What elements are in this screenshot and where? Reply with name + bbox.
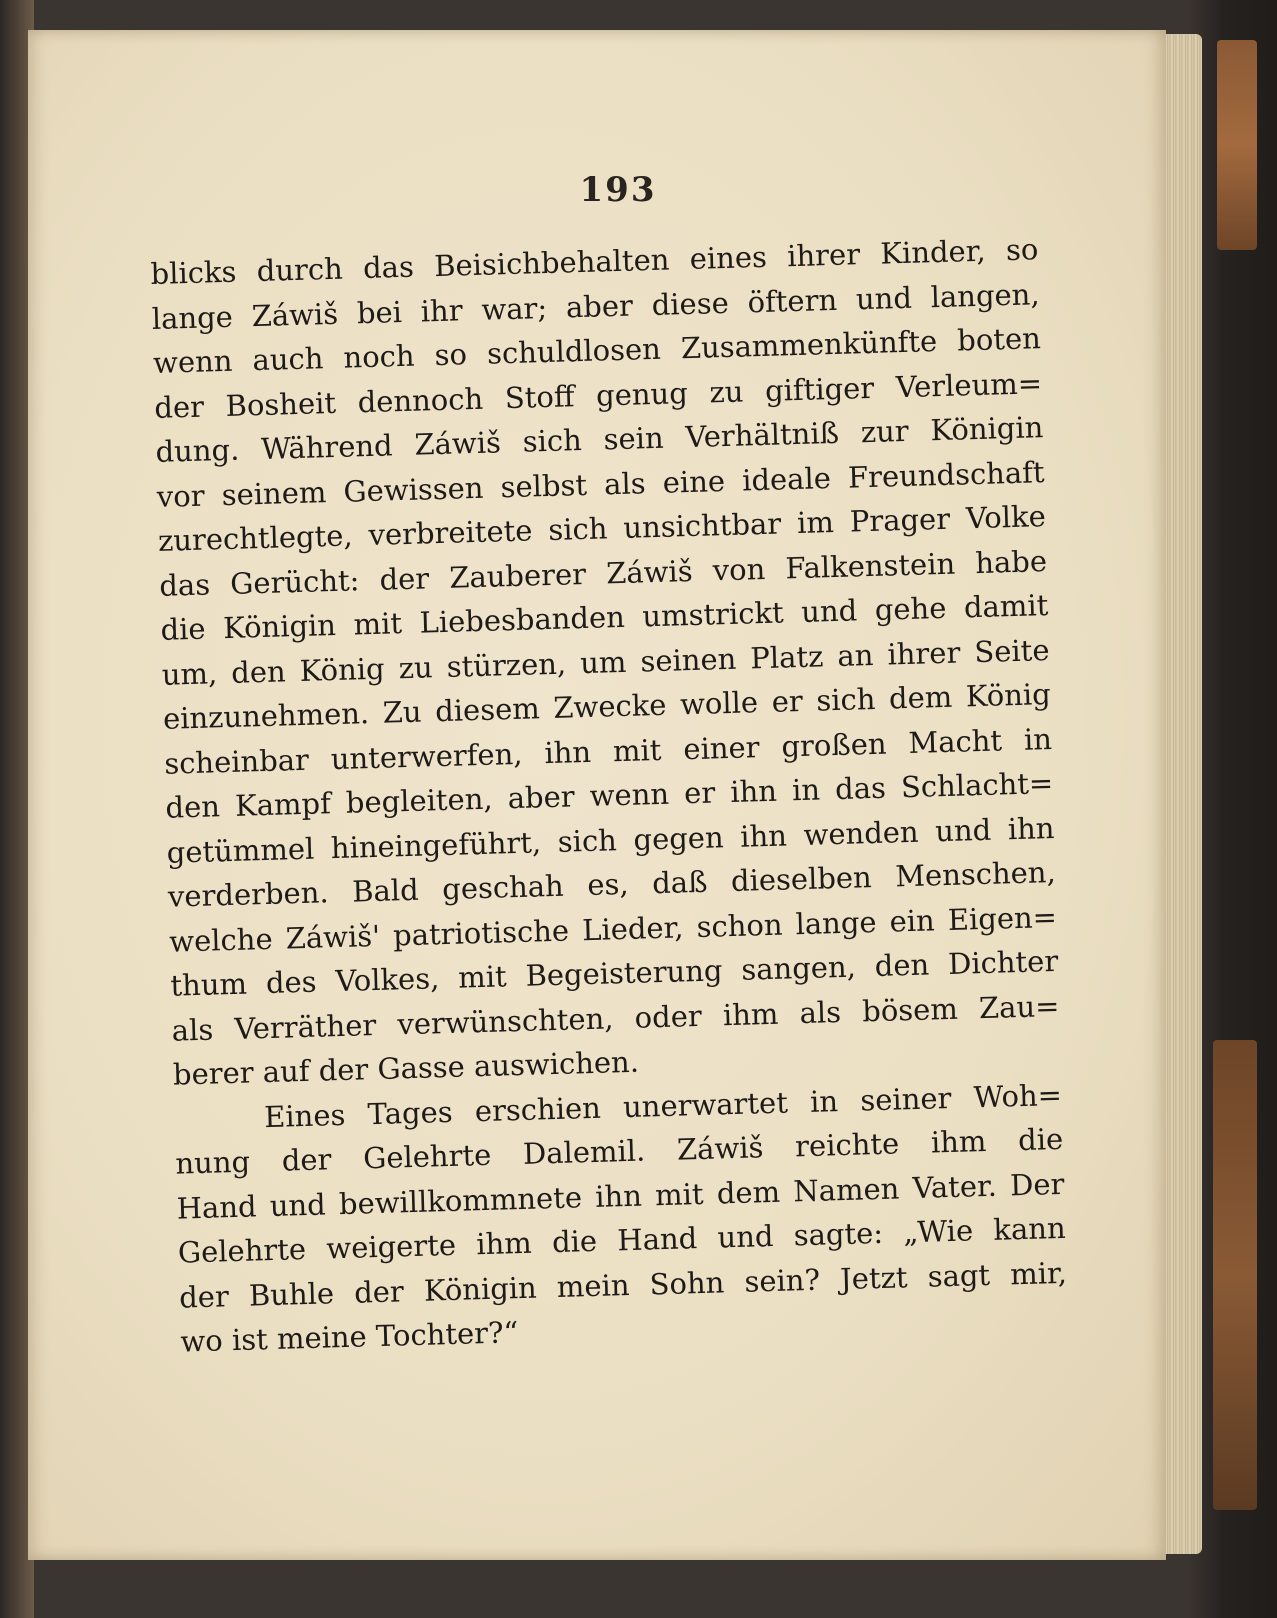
text-line: wo ist meine Tochter?“ xyxy=(179,1315,519,1359)
text-line: thum des Volkes, mit Begeisterung sangen, den Dichter xyxy=(170,943,1059,1003)
cover-leather-corner-bottom xyxy=(1213,1040,1257,1510)
text-line: getümmel hineingeführt, sich gegen ihn wenden und ihn xyxy=(166,810,1055,870)
text-line: Eines Tages erschien unerwartet in seiner Woh= xyxy=(263,1077,1063,1134)
text-line: berer auf der Gasse auswichen. xyxy=(172,1044,640,1092)
text-line: der Bosheit dennoch Stoff genug zu giftiger Verleum= xyxy=(153,365,1043,425)
text-line: lange Záwiš bei ihr war; aber diese öftern und langen, xyxy=(151,276,1040,336)
text-line: scheinbar unterwerfen, ihn mit einer großen Macht in xyxy=(163,721,1053,781)
body-text xyxy=(150,227,1069,1364)
text-line: um, den König zu stürzen, um seinen Platz an ihrer Seite xyxy=(161,632,1050,692)
text-line: vor seinem Gewissen selbst als eine ideale Freundschaft xyxy=(156,454,1045,514)
text-line: wenn auch noch so schuldlosen Zusammenkünfte boten xyxy=(152,321,1042,380)
text-line: blicks durch das Beisichbehalten eines ihrer Kinder, so xyxy=(150,232,1039,291)
text-line: der Buhle der Königin mein Sohn sein? Jetzt sagt mir, xyxy=(178,1255,1068,1315)
text-line: welche Záwiš' patriotische Lieder, schon lange ein Eigen= xyxy=(168,899,1058,959)
text-line: als Verräther verwünschten, oder ihm als bösem Zau= xyxy=(171,988,1060,1048)
cover-leather-corner-top xyxy=(1217,40,1257,250)
page-number: 193 xyxy=(579,170,657,210)
text-line: Hand und bewillkommnete ihn mit dem Namen Vater. Der xyxy=(176,1166,1065,1226)
text-line: verderben. Bald geschah es, daß dieselben Menschen, xyxy=(167,854,1057,914)
text-line: dung. Während Záwiš sich sein Verhältniß zur Königin xyxy=(155,410,1044,469)
text-line: Gelehrte weigerte ihm die Hand und sagte: „Wie kann xyxy=(177,1210,1067,1270)
text-line: einzunehmen. Zu diesem Zwecke wolle er sich dem König xyxy=(162,677,1052,736)
text-line: zurechtlegte, verbreitete sich unsichtbar im Prager Volke xyxy=(157,499,1047,558)
text-line: das Gerücht: der Zauberer Záwiš von Falkenstein habe xyxy=(158,543,1048,603)
text-line: die Königin mit Liebesbanden umstrickt und gehe damit xyxy=(160,588,1049,647)
text-line: nung der Gelehrte Dalemil. Záwiš reichte ihm die xyxy=(174,1121,1064,1181)
book-page xyxy=(28,30,1166,1560)
text-line: den Kampf begleiten, aber wenn er ihn in das Schlacht= xyxy=(165,765,1054,825)
